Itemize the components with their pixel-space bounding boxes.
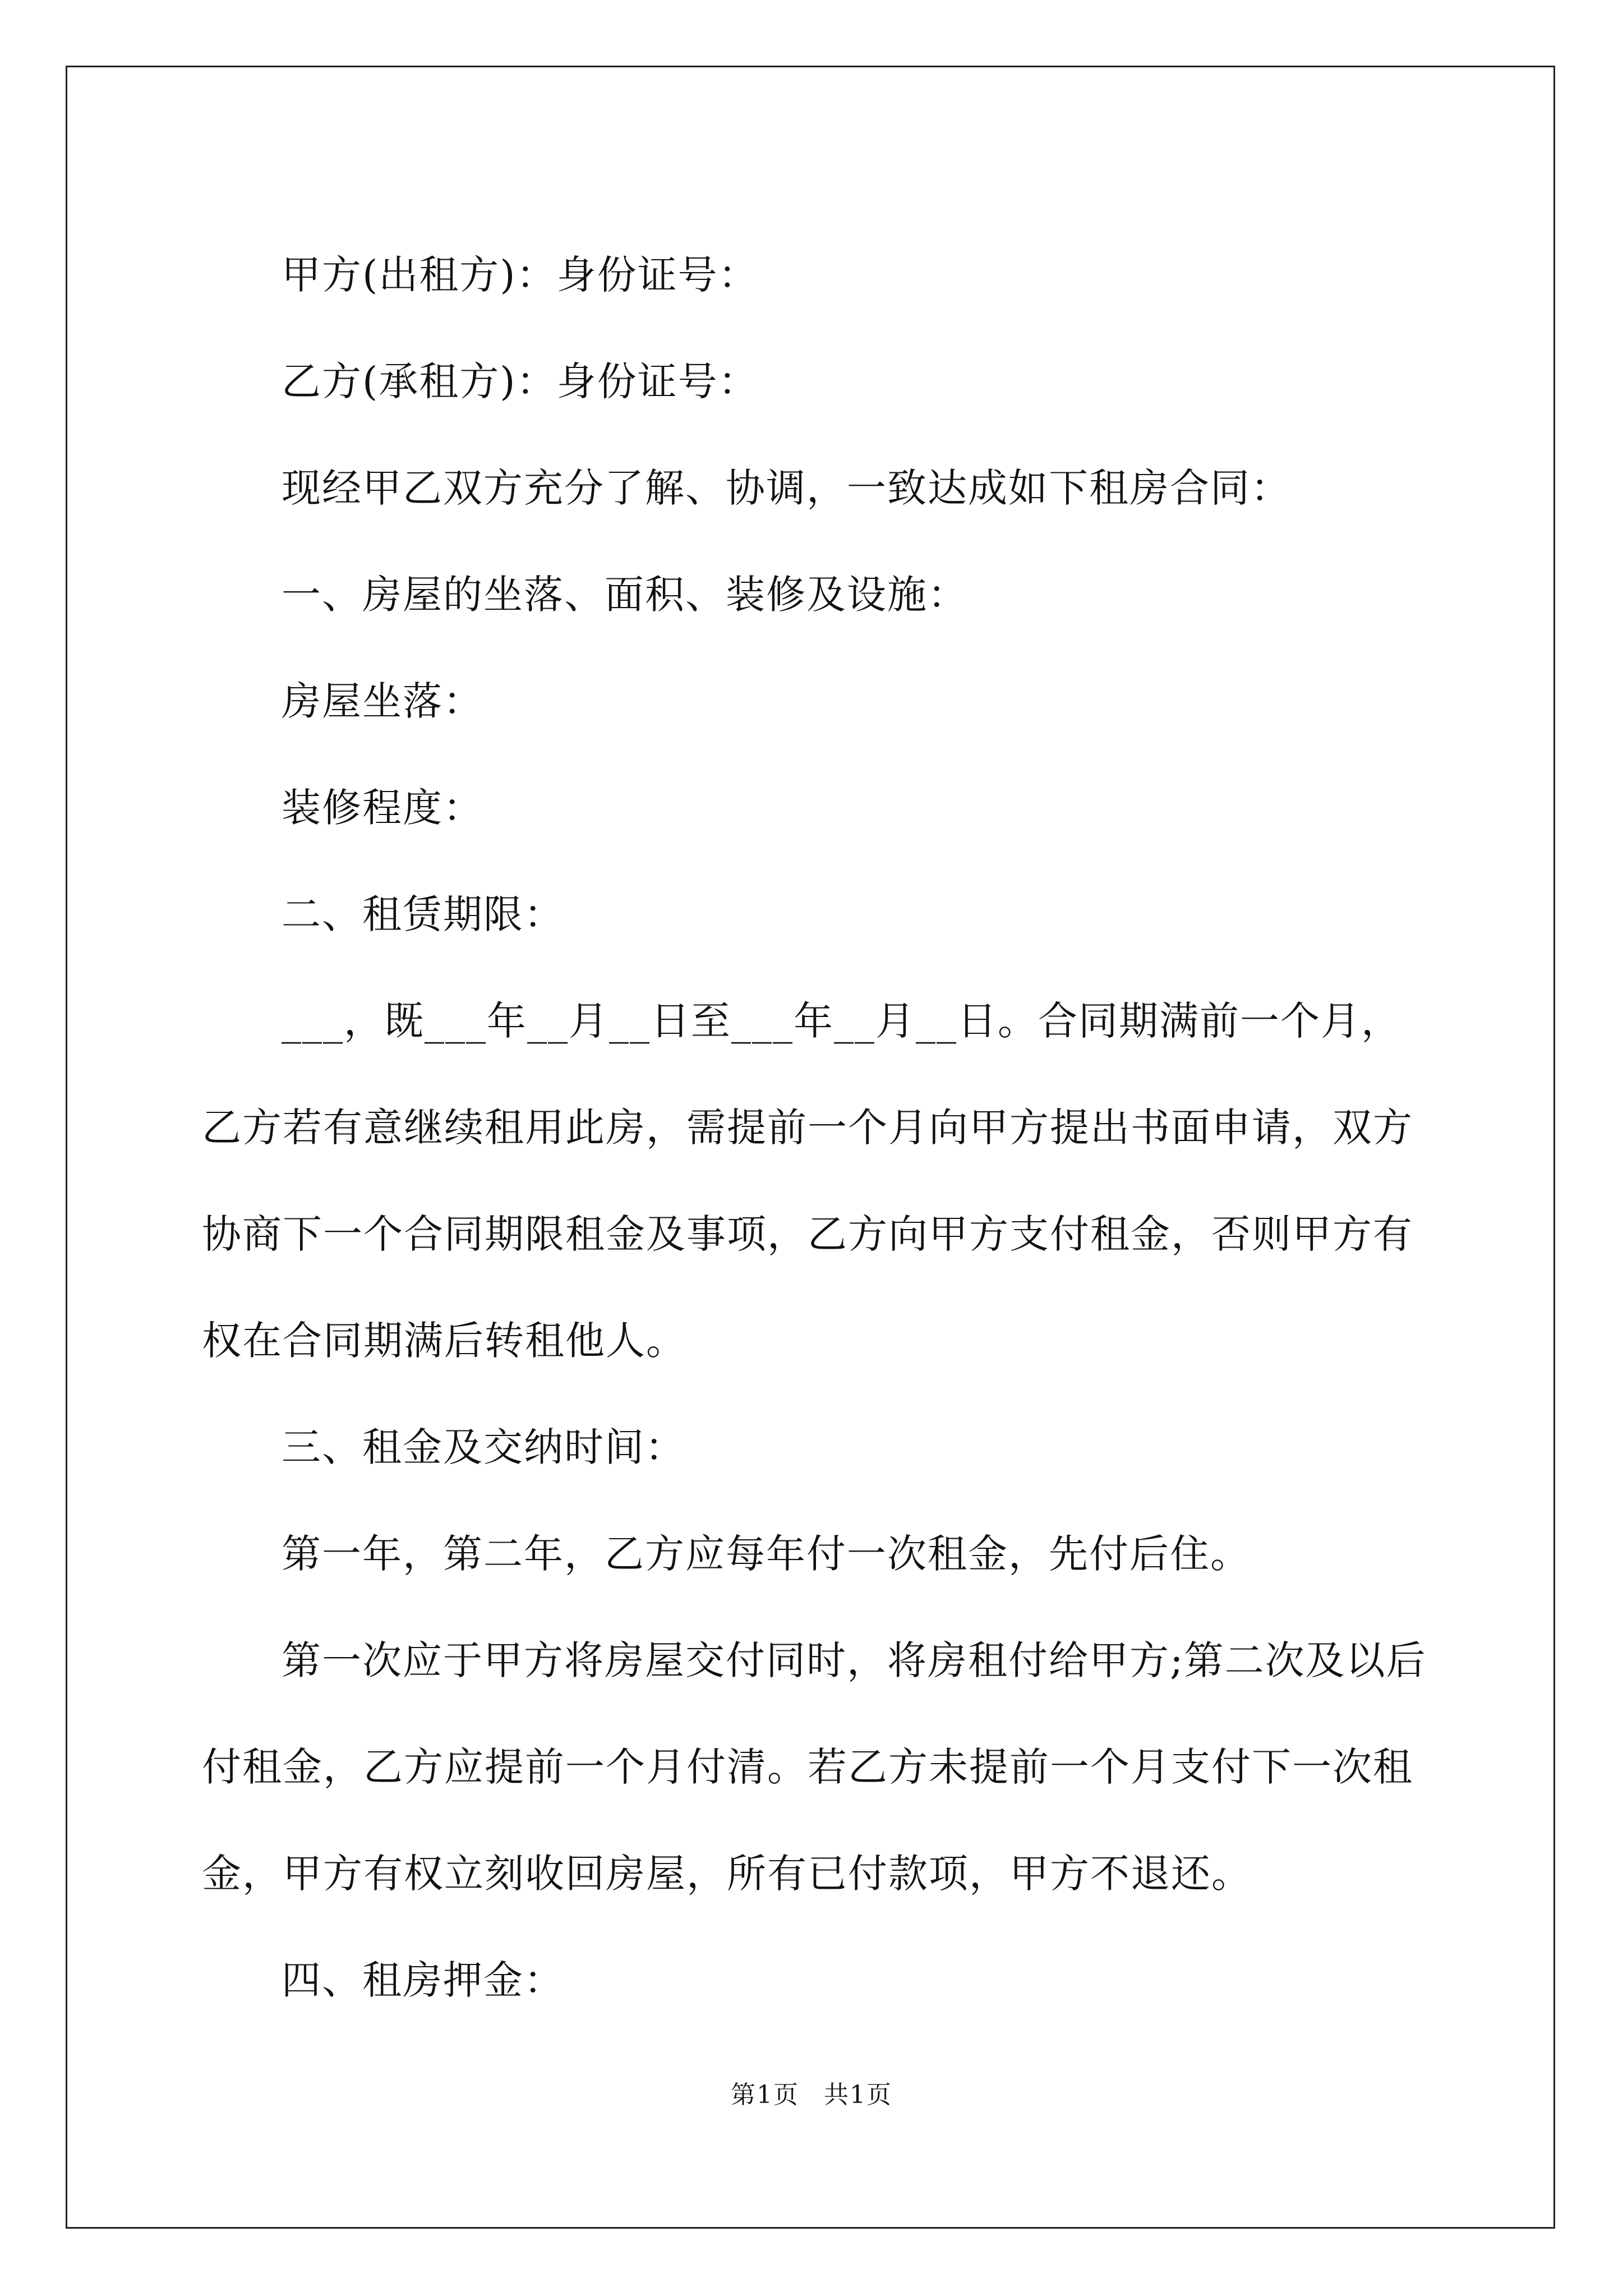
decoration-level-line: 装修程度： [282,785,483,831]
rent-payment-paragraph: 第一年，第二年，乙方应每年付一次租金，先付后住。 [282,1531,1251,1577]
lease-term-paragraph: ___，既___年__月__日至___年__月__日。合同期满前一个月，乙方若有意继续租用此房，需提前一个月向甲方提出书面申请，双方协商下一个合同期限租金及事项，乙方向甲方支付租金，否则甲方有权在合同期满后转租他人。 [202,998,1413,1364]
document-body [202,222,1430,2033]
party-b-line: 乙方(承租方)：身份证号： [282,358,759,404]
section-1-heading: 一、房屋的坐落、面积、装修及设施： [282,572,968,618]
payment-schedule-paragraph: 第一次应于甲方将房屋交付同时，将房租付给甲方;第二次及以后付租金，乙方应提前一个月付清。若乙方未提前一个月支付下一次租金，甲方有权立刻收回房屋，所有已付款项，甲方不退还。 [202,1637,1427,1897]
section-2-heading: 二、租赁期限： [282,891,564,937]
agreement-intro: 现经甲乙双方充分了解、协调，一致达成如下租房合同： [282,465,1291,511]
house-location-line: 房屋坐落： [282,678,483,724]
page-footer [0,2078,1623,2112]
section-4-heading: 四、租房押金： [282,1957,564,2003]
page-total: 共1页 [824,2081,892,2109]
page-number: 第1页 [731,2081,799,2109]
party-a-line: 甲方(出租方)：身份证号： [282,252,759,298]
section-3-heading: 三、租金及交纳时间： [282,1424,685,1470]
